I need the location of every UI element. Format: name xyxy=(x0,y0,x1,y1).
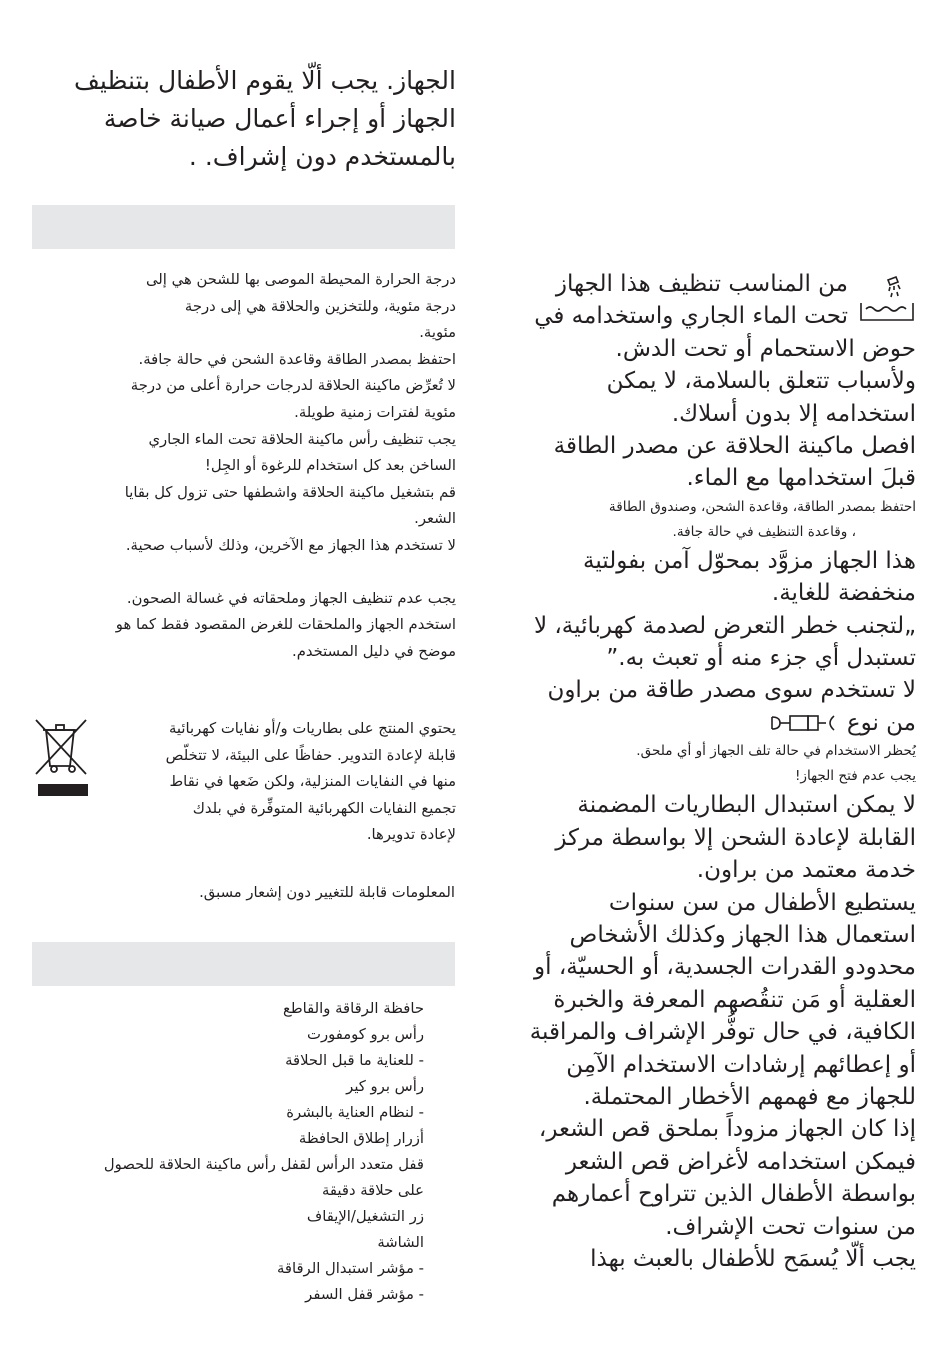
safety-line: من المناسب تنظيف هذا الجهاز xyxy=(555,271,848,297)
safety-line: هذا الجهاز مزوَّد بمحوّل آمن بفولتية xyxy=(583,547,916,574)
safety-line: من سنوات تحت الإشراف. xyxy=(665,1213,916,1240)
section-heading-bar xyxy=(32,205,455,249)
safety-line: افصل ماكينة الحلاقة عن مصدر الطاقة xyxy=(553,433,916,460)
shower-water-icon xyxy=(858,276,916,322)
list-item: الشاشة xyxy=(377,1234,424,1251)
safety-line: القابلة لإعادة الشحن إلا بواسطة مركز xyxy=(555,824,916,851)
safety-line: ولأسباب تتعلق بالسلامة، لا يمكن xyxy=(606,368,916,395)
info-line: درجة مئوية، وللتخزين والحلاقة هي إلى درجة xyxy=(184,297,456,315)
safety-note: احتفظ بمصدر الطاقة، وقاعدة الشحن، وصندوق الطاقة xyxy=(608,498,916,515)
safety-line: الكافية، في حال توفُّر الإشراف والمراقبة xyxy=(529,1019,916,1046)
safety-line: بواسطة الأطفال الذين تتراوح أعمارهم xyxy=(551,1181,916,1208)
disposal-line: قابلة لإعادة التدوير. حفاظًا على البيئة، لا تتخلّص xyxy=(165,746,456,764)
safety-line-text: من نوع xyxy=(846,709,916,736)
paragraph-gap xyxy=(32,560,456,586)
disposal-line: تجميع النفايات الكهربائية المتوفِّرة في بلدك xyxy=(192,799,456,817)
text-line: الجهاز أو إجراء أعمال صيانة خاصة xyxy=(103,104,456,133)
list-item: - للعناية ما قبل الحلاقة xyxy=(285,1052,424,1069)
safety-note: يجب عدم فتح الجهاز! xyxy=(794,768,916,785)
safety-note: ، وقاعدة التنظيف في حالة جافة. xyxy=(672,523,856,540)
info-line: مئوية. xyxy=(419,324,456,342)
safety-line: لا يمكن استبدال البطاريات المضمنة xyxy=(577,792,916,819)
safety-line: محدودو القدرات الجسدية، أو الحسيّة، أو xyxy=(534,954,916,981)
disposal-line: يحتوي المنتج على بطاريات و/أو نفايات كهربائية xyxy=(169,720,456,737)
list-item: - مؤشر قفل السفر xyxy=(305,1286,424,1303)
text-line: الجهاز. يجب ألّا يقوم الأطفال بتنظيف xyxy=(74,66,456,95)
safety-line: يستطيع الأطفال من سن سنوات xyxy=(608,889,916,916)
safety-line: للجهاز مع فهمهم الأخطار المحتملة. xyxy=(583,1083,916,1110)
safety-line: لا تستخدم سوى مصدر طاقة من براون xyxy=(547,677,916,704)
safety-line: أو إعطائهم إرشادات الاستخدام الآمِن xyxy=(566,1051,916,1078)
disposal-line: منها في النفايات المنزلية، ولكن ضَعها في نقاط xyxy=(169,773,456,791)
list-item: على حلاقة دقيقة xyxy=(322,1182,424,1199)
safety-line: إذا كان الجهاز مزوداً بملحق قص الشعر، xyxy=(538,1116,916,1143)
safety-line: قبلَ استخدامها مع الماء. xyxy=(686,465,916,492)
safety-line: فيمكن استخدامه لأغراض قص الشعر xyxy=(565,1148,916,1175)
list-item: - مؤشر استبدال الرقاقة xyxy=(276,1260,424,1277)
info-line: استخدم الجهاز والملحقات للغرض المقصود فقط كما هو xyxy=(115,616,456,634)
safety-line: خدمة معتمد من براون. xyxy=(696,857,916,884)
list-item: قفل متعدد الرأس لقفل رأس ماكينة الحلاقة للحصول xyxy=(103,1156,424,1173)
power-supply-type-line xyxy=(490,707,916,739)
safety-line: تستبدل أي جزء منه أو تعبث به.” xyxy=(606,645,916,672)
list-item: حافظة الرقاقة والقاطع xyxy=(283,1000,424,1017)
list-item: أزرار إطلاق الحافظة xyxy=(298,1130,424,1147)
top-continuation-block xyxy=(32,62,456,176)
info-line: لا تستخدم هذا الجهاز مع الآخرين، وذلك لأسباب صحية. xyxy=(125,536,456,554)
safety-line: استعمال هذا الجهاز وكذلك الأشخاص xyxy=(569,921,916,948)
info-line: درجة الحرارة المحيطة الموصى بها للشحن هي إلى xyxy=(145,271,456,288)
safety-section xyxy=(490,268,916,1275)
info-line: موضح في دليل المستخدم. xyxy=(292,642,456,660)
info-line: الساخن بعد كل استخدام للرغوة أو الجِل! xyxy=(204,457,456,475)
info-line: الشعر. xyxy=(414,510,456,528)
info-line: يجب عدم تنظيف الجهاز وملحقاته في غسالة الصحون. xyxy=(126,589,456,607)
disposal-block xyxy=(100,716,456,849)
info-line: قم بتشغيل ماكينة الحلاقة واشطفها حتى تزول كل بقايا xyxy=(124,483,456,501)
text-line: بالمستخدم دون إشراف. . xyxy=(188,142,456,171)
safety-note: يُحظر الاستخدام في حالة تلف الجهاز أو أي ملحق. xyxy=(636,743,916,760)
list-item: زر التشغيل/الإيقاف xyxy=(306,1208,424,1225)
safety-line: منخفضة للغاية. xyxy=(771,580,916,607)
list-item: - لنظام العناية بالبشرة xyxy=(286,1104,424,1121)
general-info-section xyxy=(32,267,456,665)
section-heading-bar xyxy=(32,942,455,986)
safety-line: العقلية أو مَن تنقُصهم المعرفة والخبرة xyxy=(553,986,916,1013)
info-line: مئوية لفترات زمنية طويلة. xyxy=(294,403,456,421)
info-line: لا تُعرِّض ماكينة الحلاقة لدرجات حرارة أعلى من درجة xyxy=(130,377,456,395)
safety-line: يجب ألّا يُسمَح للأطفال بالعبث بهذا xyxy=(590,1245,916,1272)
safety-line: „لتجنب خطر التعرض لصدمة كهربائية، لا xyxy=(533,612,916,639)
safety-line: حوض الاستحمام أو تحت الدش. xyxy=(615,335,916,362)
list-item: رأس برو كومفورت xyxy=(307,1026,424,1043)
safety-line: استخدامه إلا بدون أسلاك. xyxy=(671,400,916,427)
power-supply-plug-icon xyxy=(768,713,840,733)
change-notice: المعلومات قابلة للتغيير دون إشعار مسبق. xyxy=(199,884,455,901)
parts-list xyxy=(32,996,424,1308)
info-line: يجب تنظيف رأس ماكينة الحلاقة تحت الماء الجاري xyxy=(148,430,456,448)
list-item: رأس برو كير xyxy=(346,1078,424,1095)
info-line: احتفظ بمصدر الطاقة وقاعدة الشحن في حالة جافة. xyxy=(138,350,456,368)
disposal-line: لإعادة تدويرها. xyxy=(366,826,456,844)
crossed-out-bin-icon xyxy=(34,718,92,802)
safety-line: تحت الماء الجاري واستخدامه في xyxy=(534,303,848,330)
